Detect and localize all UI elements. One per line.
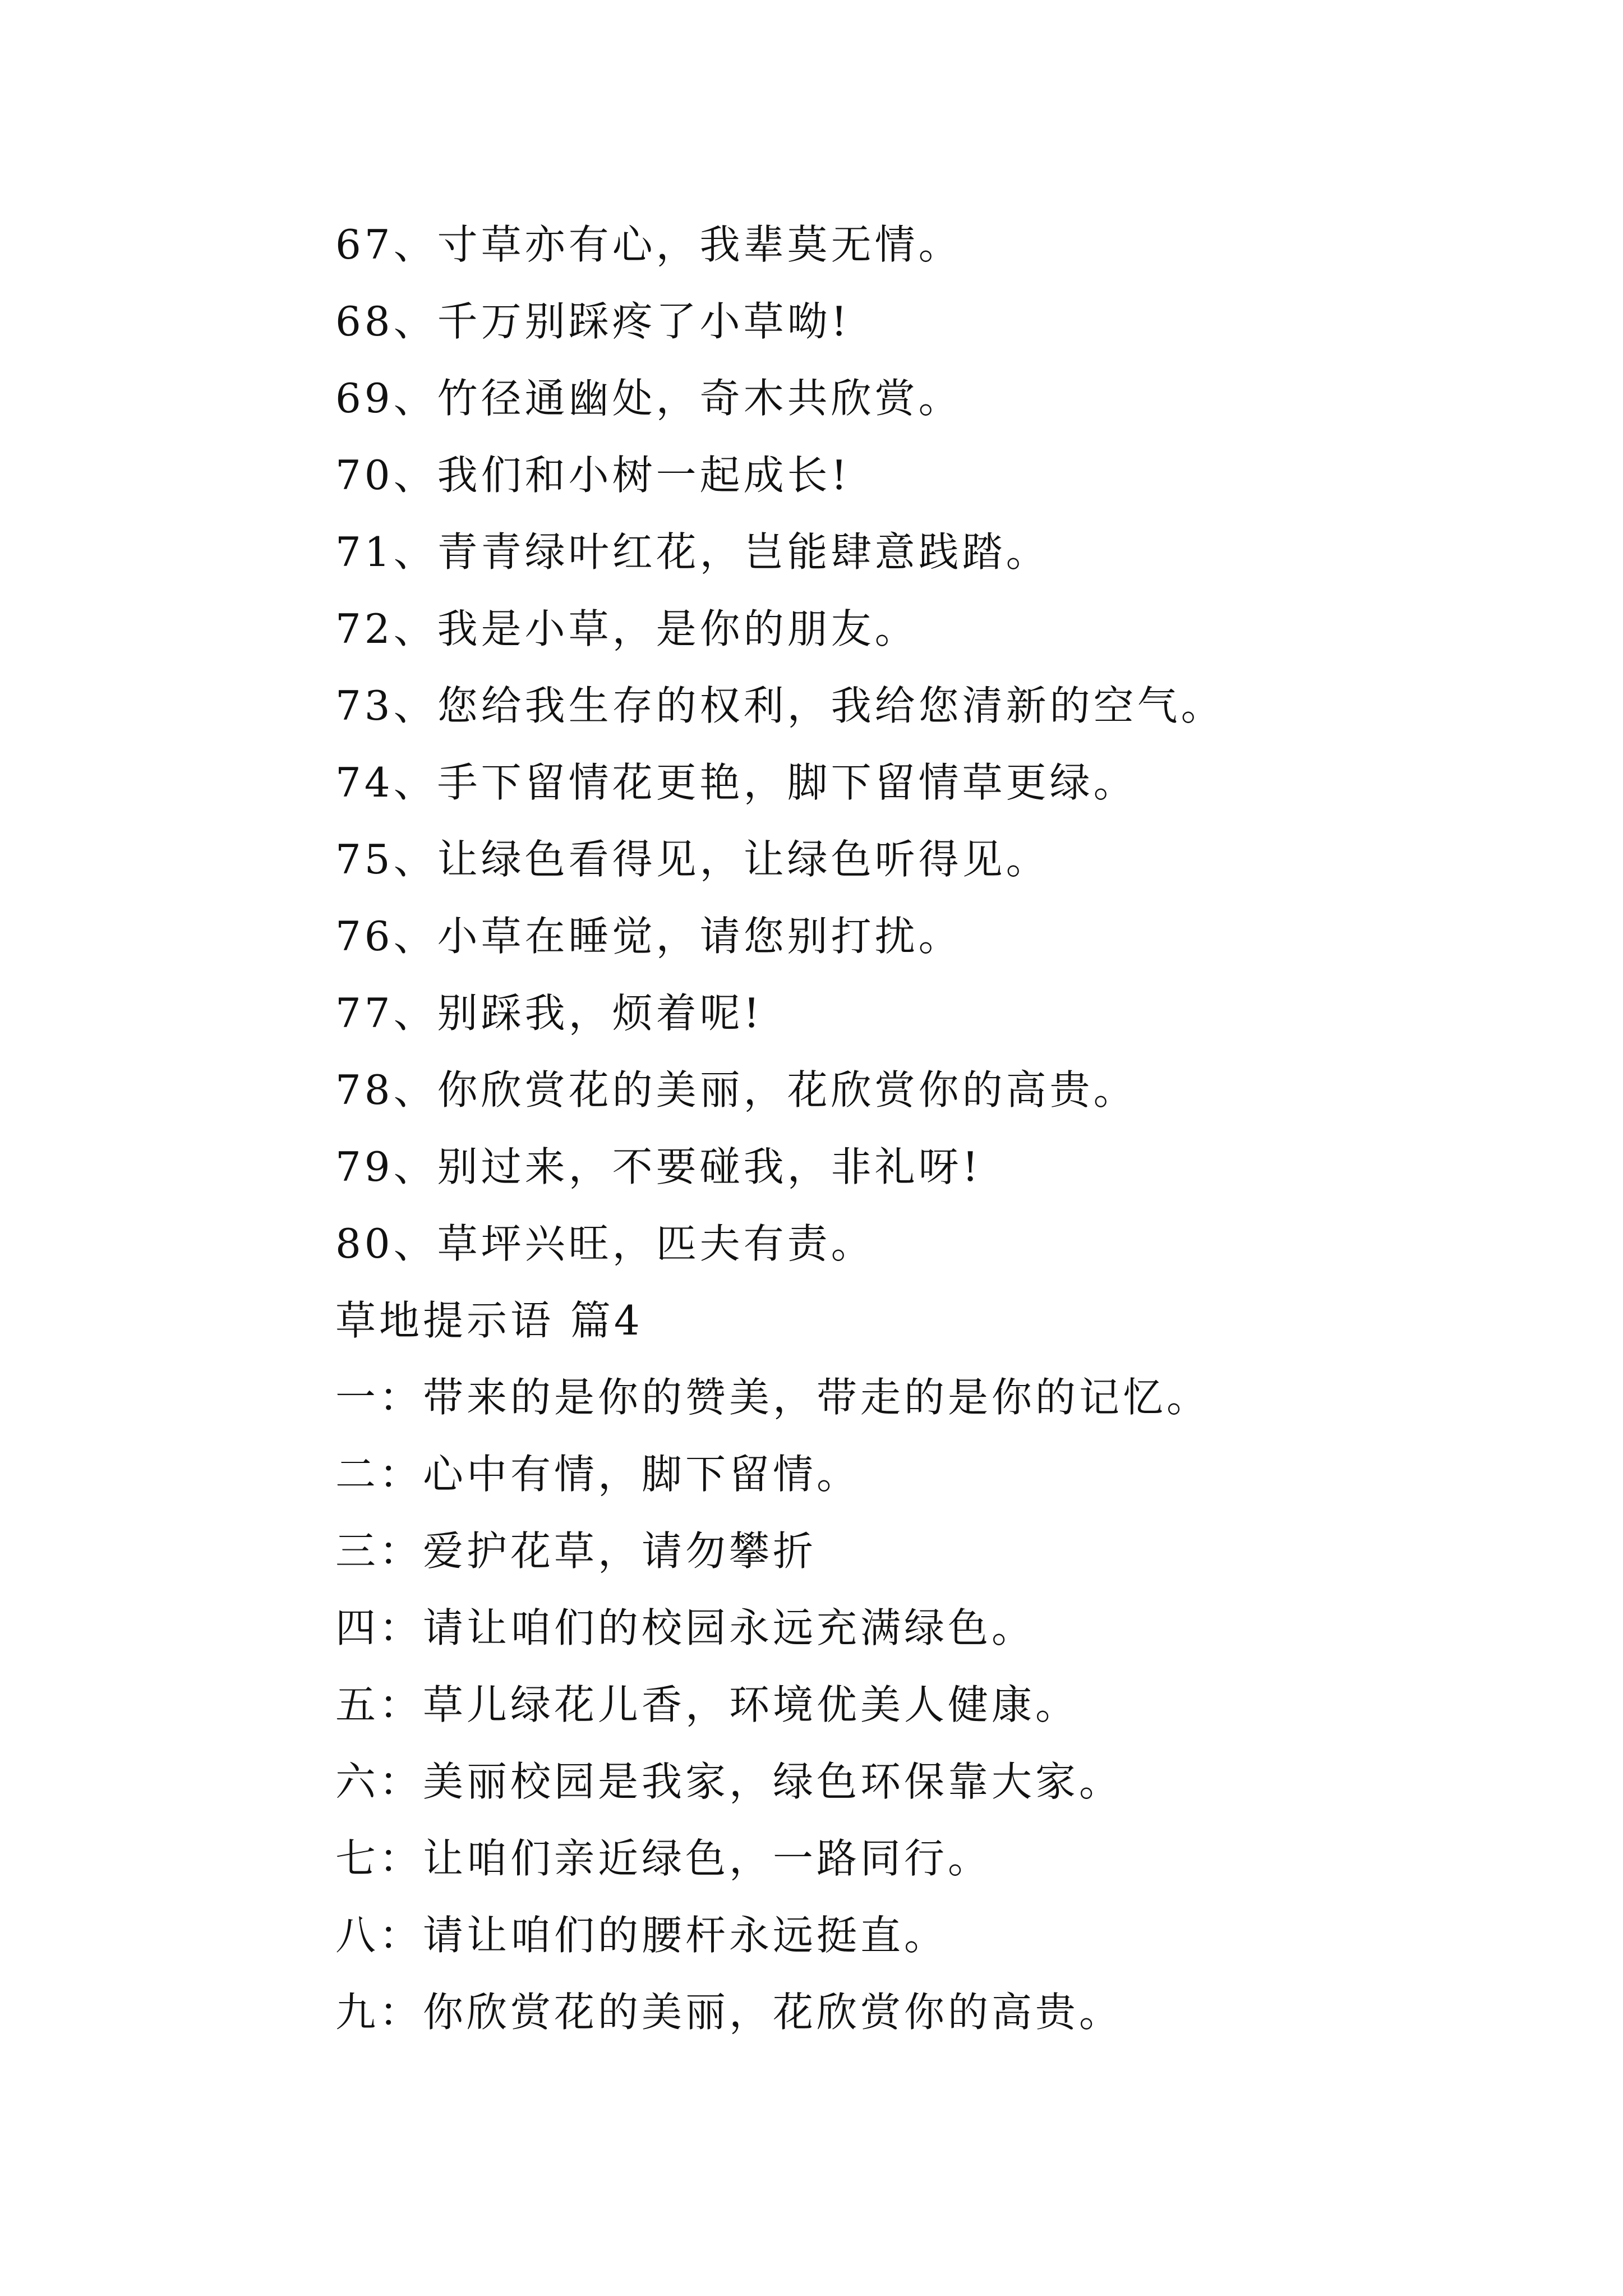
list-item: 七：让咱们亲近绿色，一路同行。 xyxy=(335,1835,992,1882)
list-item: 67、寸草亦有心，我辈莫无情。 xyxy=(335,221,962,268)
list-item: 70、我们和小树一起成长! xyxy=(335,452,851,499)
list-item: 73、您给我生存的权利，我给您清新的空气。 xyxy=(335,682,1225,729)
list-item: 71、青青绿叶红花，岂能肆意践踏。 xyxy=(335,528,1050,576)
list-item: 八：请让咱们的腰杆永远挺直。 xyxy=(335,1912,948,1959)
list-item: 72、我是小草，是你的朋友。 xyxy=(335,605,919,652)
list-item: 二：心中有情，脚下留情。 xyxy=(335,1451,861,1498)
list-item: 77、别踩我，烦着呢! xyxy=(335,990,763,1037)
list-item: 78、你欣赏花的美丽，花欣赏你的高贵。 xyxy=(335,1066,1137,1114)
list-item: 六：美丽校园是我家，绿色环保靠大家。 xyxy=(335,1758,1123,1805)
document-body xyxy=(335,206,1457,2051)
list-item: 76、小草在睡觉，请您别打扰。 xyxy=(335,913,962,960)
list-item: 四：请让咱们的校园永远充满绿色。 xyxy=(335,1604,1036,1651)
list-item: 80、草坪兴旺，匹夫有责。 xyxy=(335,1220,875,1267)
list-item: 74、手下留情花更艳，脚下留情草更绿。 xyxy=(335,759,1137,806)
list-item: 三：爱护花草，请勿攀折 xyxy=(335,1527,817,1575)
list-item: 79、别过来，不要碰我，非礼呀! xyxy=(335,1143,982,1190)
list-item: 五：草儿绿花儿香，环境优美人健康。 xyxy=(335,1681,1080,1728)
list-item: 69、竹径通幽处，奇木共欣赏。 xyxy=(335,375,962,422)
list-item: 九：你欣赏花的美丽，花欣赏你的高贵。 xyxy=(335,1989,1123,2036)
list-item: 一：带来的是你的赞美，带走的是你的记忆。 xyxy=(335,1374,1211,1421)
section-heading: 草地提示语 篇4 xyxy=(335,1297,643,1344)
list-item: 68、千万别踩疼了小草呦! xyxy=(335,298,851,345)
list-item: 75、让绿色看得见，让绿色听得见。 xyxy=(335,836,1050,883)
